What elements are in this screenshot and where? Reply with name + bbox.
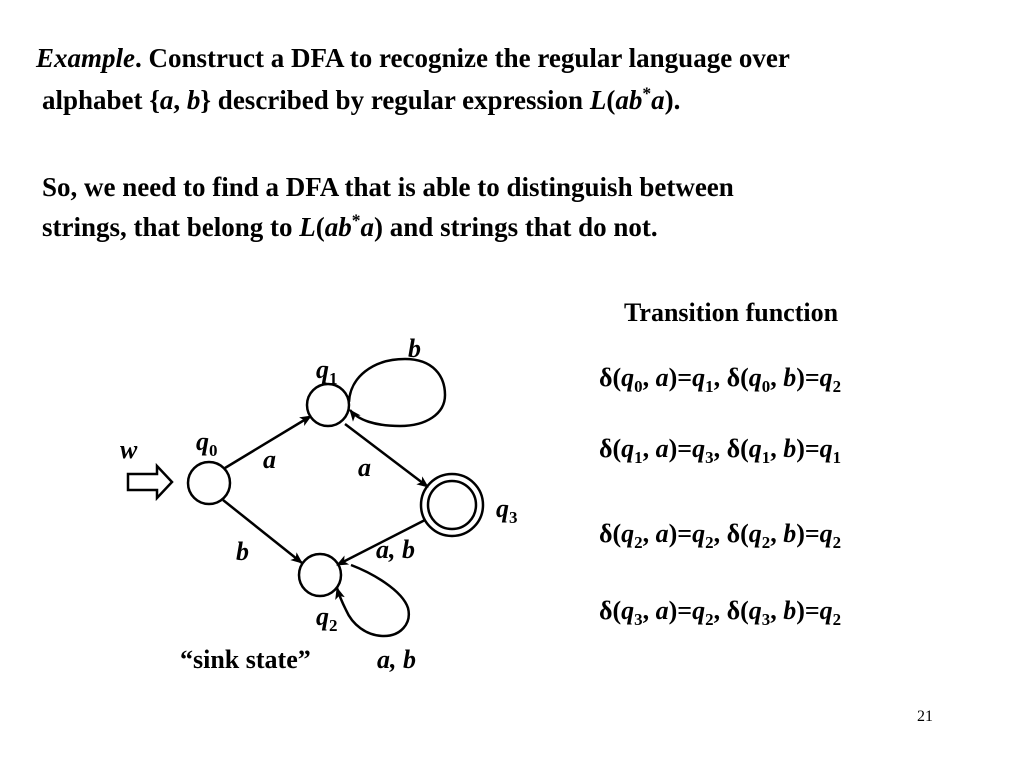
edge-label-q1-q3: a — [358, 453, 371, 482]
loop-q2 — [337, 565, 409, 636]
intro-line-2: alphabet {a, b} described by regular expression L(ab*a). — [42, 83, 681, 115]
loop-q1 — [349, 359, 445, 426]
edge-label-q1-loop: b — [408, 334, 421, 363]
intro-line-1: Example. Construct a DFA to recognize the regular language over — [36, 43, 790, 73]
state-q1-circle — [307, 384, 349, 426]
page-number: 21 — [917, 708, 933, 725]
edge-label-q0-q1: a — [263, 445, 276, 474]
edge-label-q0-q2: b — [236, 537, 249, 566]
state-q0-circle — [188, 462, 230, 504]
edge-label-q2-loop: a, b — [377, 645, 416, 674]
input-label-w: w — [120, 435, 138, 464]
state-q0-label: $q_0$ — [196, 427, 218, 460]
example-label: Example — [36, 43, 135, 73]
state-q1-label: $q_1$ — [316, 355, 338, 388]
transition-row-3: $\delta(q_3$, $a)=q_2$, $\delta(q_3$, $b)=q_2$ — [599, 596, 842, 629]
transition-row-0: $\delta(q_0$, $a)=q_1$, $\delta(q_0$, $b)=q_2$ — [599, 363, 842, 396]
transition-title: Transition function — [624, 298, 839, 327]
state-q2-circle — [299, 554, 341, 596]
transition-row-1: $\delta(q_1$, $a)=q_3$, $\delta(q_1$, $b)=q_1$ — [599, 434, 842, 467]
state-q3-label: $q_3$ — [496, 494, 518, 527]
sink-state-caption: “sink state” — [180, 645, 311, 674]
state-q2-label: $q_2$ — [316, 602, 338, 635]
explain-line-1: So, we need to find a DFA that is able to distinguish between — [42, 172, 734, 202]
state-q3-accepting — [421, 474, 483, 536]
edge-q0-q2 — [223, 500, 302, 563]
edge-label-q3-q2: a, b — [376, 535, 415, 564]
explain-line-2: strings, that belong to L(ab*a) and strings that do not. — [42, 210, 658, 242]
start-arrow-icon — [128, 466, 172, 498]
transition-row-2: $\delta(q_2$, $a)=q_2$, $\delta(q_2$, $b)=q_2$ — [599, 519, 842, 552]
